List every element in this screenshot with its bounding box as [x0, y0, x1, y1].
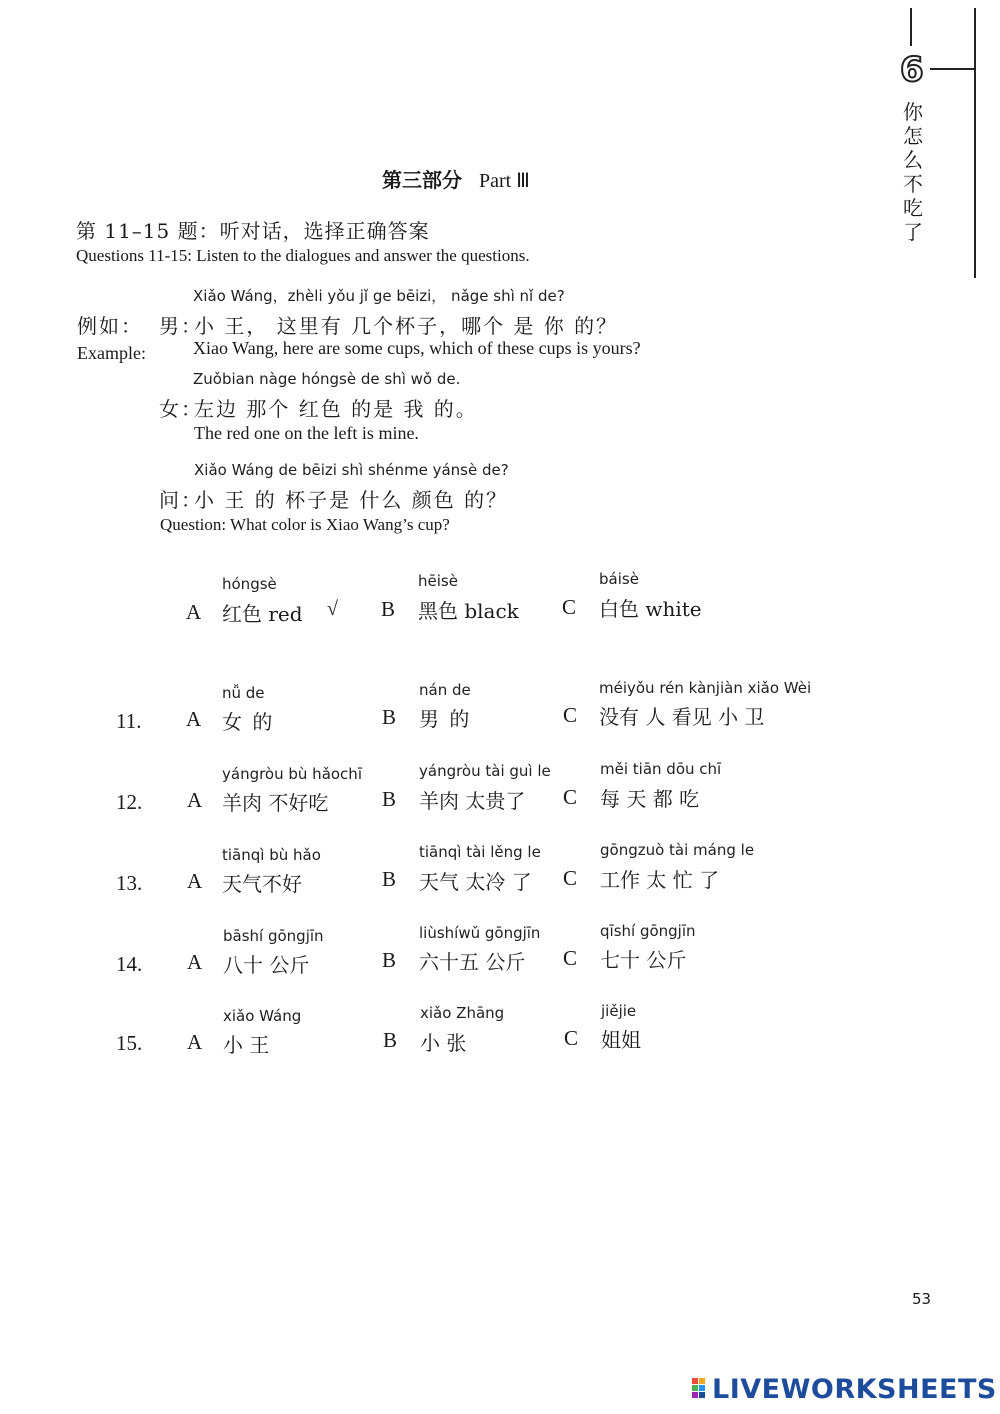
option-hanzi: 羊肉 太贵了	[419, 789, 526, 813]
option-hanzi: 七十 公斤	[600, 948, 687, 972]
option-letter: B	[382, 705, 397, 729]
option-letter: A	[187, 788, 203, 812]
option-pinyin: tiānqì tài lěng le	[419, 843, 541, 861]
option-hanzi: 工作 太 忙 了	[600, 868, 720, 892]
chapter-title: 你怎么不吃了	[903, 100, 923, 244]
option-letter: C	[563, 703, 578, 727]
option-hanzi: 天气不好	[222, 872, 302, 896]
example-label-cn: 例如：	[77, 314, 143, 338]
option-hanzi: 小 张	[420, 1031, 467, 1055]
option-pinyin: měi tiān dōu chī	[600, 760, 722, 778]
option-letter: C	[564, 1026, 579, 1050]
option-letter: B	[382, 948, 397, 972]
liveworksheets-mark-icon	[692, 1378, 708, 1400]
question-number: 13.	[116, 871, 143, 895]
instructions-en: Questions 11-15: Listen to the dialogues and answer the questions.	[76, 246, 530, 265]
option-pinyin: yángròu tài guì le	[419, 762, 551, 780]
option-letter: C	[563, 946, 578, 970]
section-title	[382, 164, 530, 193]
option-hanzi: 六十五 公斤	[419, 950, 526, 974]
option-pinyin: hóngsè	[222, 575, 277, 593]
example-label-en: Example:	[77, 343, 146, 363]
section-title-cn: 第三部分	[382, 168, 462, 192]
option-letter: C	[562, 595, 577, 619]
checkmark-icon: √	[327, 598, 338, 620]
question-number: 15.	[116, 1031, 143, 1055]
example-question-pinyin: Xiǎo Wáng de bēizi shì shénme yánsè de?	[194, 461, 509, 479]
option-letter: A	[187, 1030, 203, 1054]
option-hanzi: 红色 red	[222, 602, 303, 626]
option-hanzi: 黑色 black	[418, 599, 519, 623]
example-man-english: Xiao Wang, here are some cups, which of these cups is yours?	[193, 338, 641, 358]
option-pinyin: bāshí gōngjīn	[223, 927, 324, 945]
option-pinyin: jiějie	[601, 1002, 637, 1020]
example-man-speaker: 男：	[159, 314, 203, 338]
chapter-number: 6	[900, 50, 924, 90]
option-hanzi: 八十 公斤	[223, 953, 310, 977]
example-woman-pinyin: Zuǒbian nàge hóngsè de shì wǒ de.	[193, 370, 461, 388]
option-letter: B	[382, 787, 397, 811]
option-hanzi: 每 天 都 吃	[600, 787, 700, 811]
liveworksheets-logo	[692, 1374, 997, 1405]
option-pinyin: xiǎo Wáng	[223, 1007, 302, 1025]
option-pinyin: hēisè	[418, 572, 458, 590]
question-number: 11.	[116, 709, 142, 733]
option-letter: C	[563, 866, 578, 890]
question-number: 14.	[116, 952, 143, 976]
question-number: 12.	[116, 790, 143, 814]
margin-rule	[974, 8, 976, 278]
option-hanzi: 姐姐	[601, 1028, 641, 1052]
option-pinyin: tiānqì bù hǎo	[222, 846, 321, 864]
example-woman-speaker: 女：	[159, 397, 203, 421]
option-pinyin: báisè	[599, 570, 639, 588]
option-pinyin: nǚ de	[222, 684, 265, 702]
option-letter: B	[383, 1028, 398, 1052]
option-letter: A	[186, 600, 202, 624]
option-hanzi: 白色 white	[599, 597, 702, 621]
option-pinyin: liùshíwǔ gōngjīn	[419, 924, 541, 942]
chapter-rule	[930, 68, 976, 70]
instructions-cn: 第 11–15 题：听对话，选择正确答案	[76, 219, 430, 243]
option-letter: A	[186, 707, 202, 731]
section-title-en: Part Ⅲ	[478, 170, 530, 192]
option-hanzi: 小 王	[223, 1033, 270, 1057]
example-man-hanzi: 小 王， 这里有 几个杯子，哪个 是 你 的？	[194, 314, 619, 338]
example-man-pinyin: Xiǎo Wáng，zhèli yǒu jǐ ge bēizi， nǎge shì nǐ de?	[193, 287, 565, 305]
option-pinyin: yángròu bù hǎochī	[222, 765, 362, 783]
option-hanzi: 女 的	[222, 710, 275, 734]
option-pinyin: qīshí gōngjīn	[600, 922, 696, 940]
option-letter: A	[187, 869, 203, 893]
example-question-hanzi: 小 王 的 杯子是 什么 颜色 的？	[194, 488, 509, 512]
option-pinyin: xiǎo Zhāng	[420, 1004, 505, 1022]
example-woman-english: The red one on the left is mine.	[194, 423, 419, 443]
option-letter: A	[187, 950, 203, 974]
option-hanzi: 天气 太冷 了	[419, 870, 532, 894]
example-question-speaker: 问：	[159, 488, 203, 512]
option-letter: C	[563, 785, 578, 809]
example-woman-hanzi: 左边 那个 红色 的是 我 的。	[194, 397, 478, 421]
option-letter: B	[382, 867, 397, 891]
option-hanzi: 没有 人 看见 小 卫	[599, 705, 765, 729]
header-rule	[910, 8, 912, 46]
option-pinyin: méiyǒu rén kànjiàn xiǎo Wèi	[599, 679, 812, 697]
option-hanzi: 羊肉 不好吃	[222, 791, 329, 815]
option-hanzi: 男 的	[419, 707, 472, 731]
option-letter: B	[381, 597, 396, 621]
option-pinyin: nán de	[419, 681, 471, 699]
option-pinyin: gōngzuò tài máng le	[600, 841, 755, 859]
example-question-english: Question: What color is Xiao Wang’s cup?	[160, 515, 450, 534]
liveworksheets-text: LIVEWORKSHEETS	[712, 1374, 997, 1405]
page-number: 53	[912, 1290, 932, 1308]
